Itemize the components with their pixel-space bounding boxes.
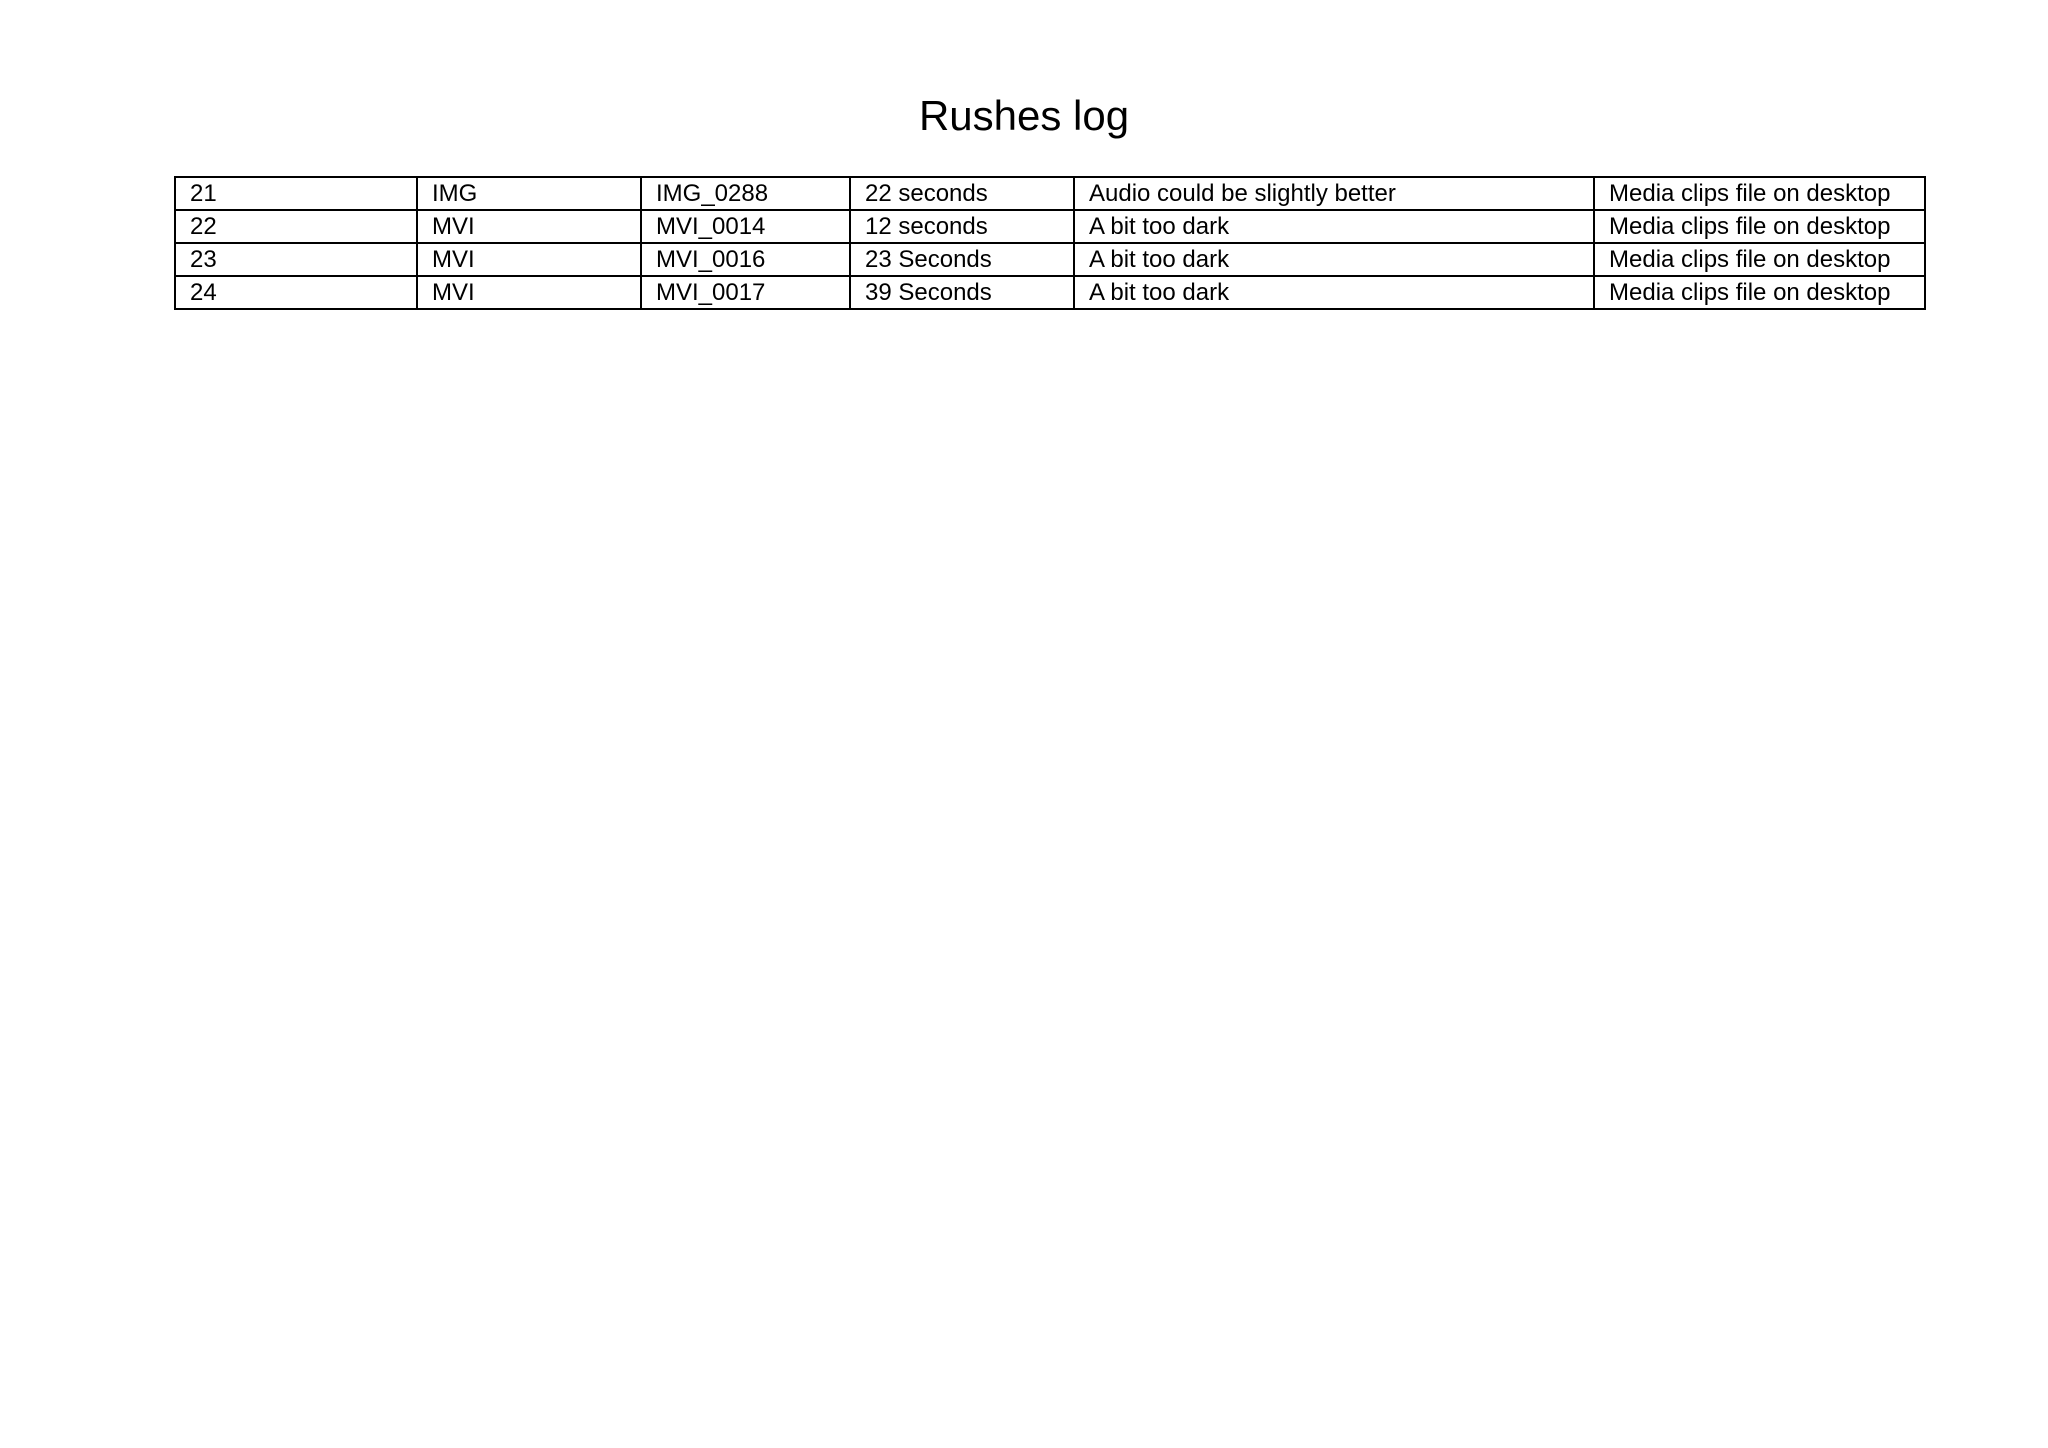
page-title: Rushes log <box>918 92 1130 139</box>
clip-number-cell: 21 <box>175 177 417 210</box>
table-row <box>175 243 1925 276</box>
notes-cell: A bit too dark <box>1074 276 1594 309</box>
duration-cell: 22 seconds <box>850 177 1074 210</box>
file-name-cell: IMG_0288 <box>641 177 850 210</box>
clip-type-cell: MVI <box>417 243 641 276</box>
notes-cell: A bit too dark <box>1074 210 1594 243</box>
table-row <box>175 276 1925 309</box>
location-cell: Media clips file on desktop <box>1594 177 1925 210</box>
rushes-log-table <box>174 176 1926 310</box>
clip-number-cell: 22 <box>175 210 417 243</box>
location-cell: Media clips file on desktop <box>1594 276 1925 309</box>
file-name-cell: MVI_0016 <box>641 243 850 276</box>
clip-type-cell: MVI <box>417 210 641 243</box>
duration-cell: 12 seconds <box>850 210 1074 243</box>
notes-cell: A bit too dark <box>1074 243 1594 276</box>
location-cell: Media clips file on desktop <box>1594 210 1925 243</box>
file-name-cell: MVI_0017 <box>641 276 850 309</box>
clip-type-cell: IMG <box>417 177 641 210</box>
clip-type-cell: MVI <box>417 276 641 309</box>
clip-number-cell: 23 <box>175 243 417 276</box>
notes-cell: Audio could be slightly better <box>1074 177 1594 210</box>
duration-cell: 39 Seconds <box>850 276 1074 309</box>
table-row <box>175 177 1925 210</box>
location-cell: Media clips file on desktop <box>1594 243 1925 276</box>
duration-cell: 23 Seconds <box>850 243 1074 276</box>
table-row <box>175 210 1925 243</box>
clip-number-cell: 24 <box>175 276 417 309</box>
file-name-cell: MVI_0014 <box>641 210 850 243</box>
